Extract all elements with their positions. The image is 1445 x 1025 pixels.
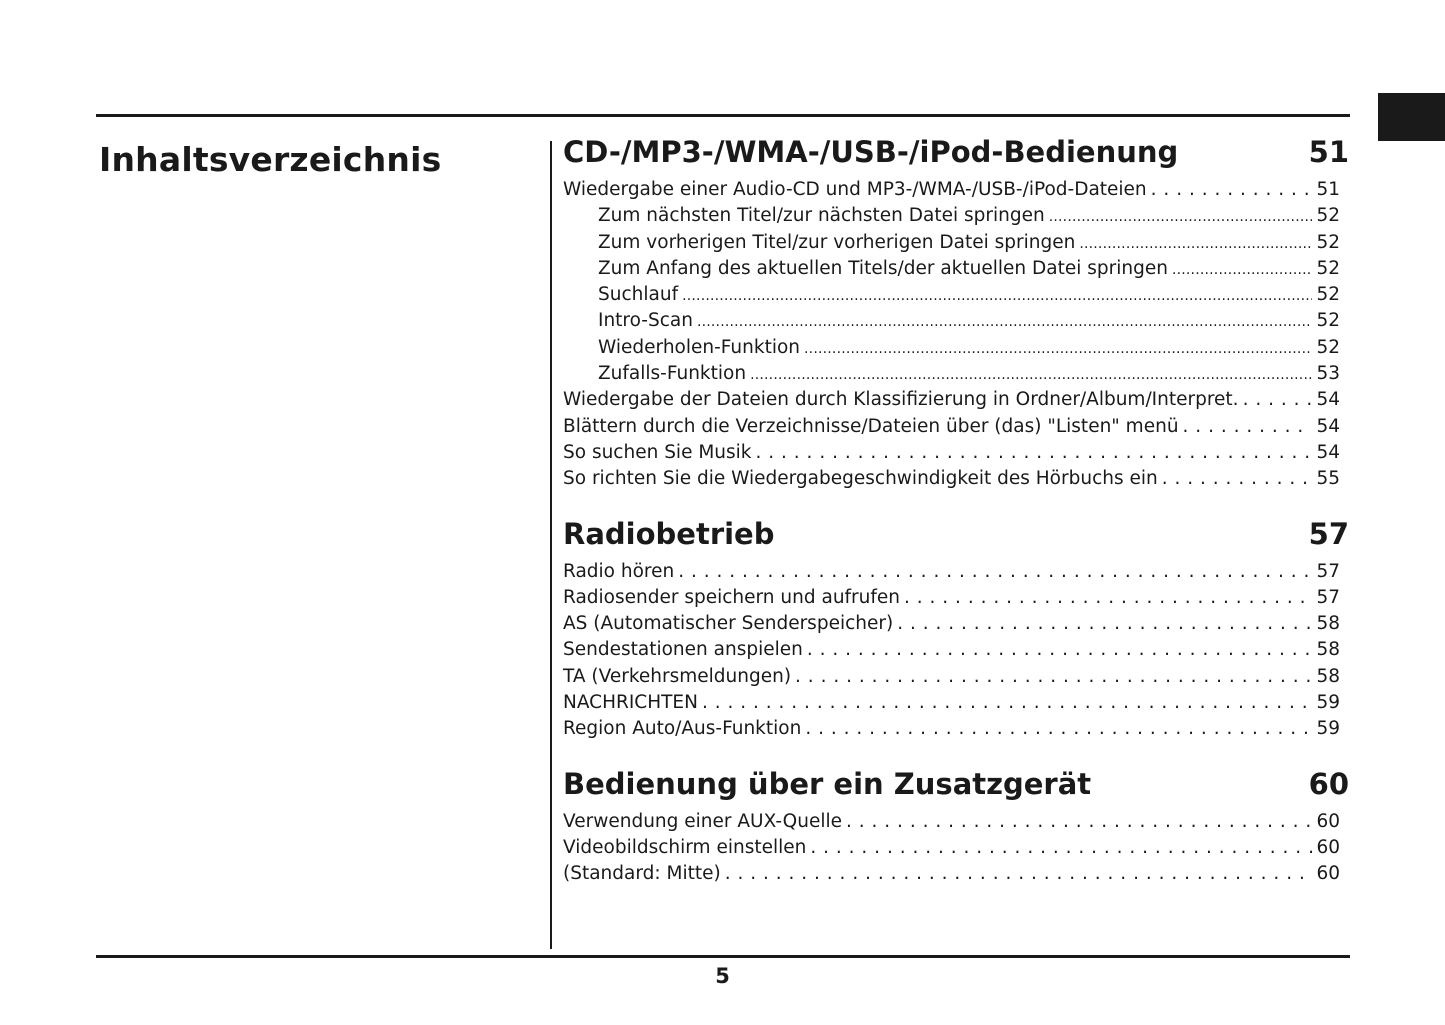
entry-label: Verwendung einer AUX-Quelle bbox=[563, 810, 843, 832]
dot-leader bbox=[897, 613, 1312, 634]
entry-page-number: 52 bbox=[1316, 284, 1340, 306]
dot-leader bbox=[807, 639, 1313, 660]
entry-label: Zum Anfang des aktuellen Titels/der aktuellen Datei springen bbox=[598, 257, 1168, 279]
entry-label: So suchen Sie Musik bbox=[563, 441, 752, 463]
dot-leader bbox=[1243, 389, 1313, 410]
entry-page-number: 58 bbox=[1316, 613, 1340, 635]
dot-leader bbox=[702, 692, 1312, 713]
dot-leader bbox=[750, 363, 1312, 384]
dot-leader bbox=[678, 561, 1312, 582]
entry-page-number: 60 bbox=[1316, 863, 1340, 885]
entry-list bbox=[563, 811, 1349, 890]
toc-entry[interactable] bbox=[563, 587, 1340, 613]
dot-leader bbox=[697, 310, 1313, 331]
entry-label: Wiedergabe einer Audio-CD und MP3-/WMA-/USB-/iPod-Dateien bbox=[563, 179, 1147, 200]
entry-page-number: 54 bbox=[1316, 415, 1340, 437]
entry-page-number: 59 bbox=[1316, 718, 1340, 740]
dot-leader bbox=[846, 811, 1312, 832]
entry-label: Videobildschirm einstellen bbox=[563, 836, 807, 858]
entry-list bbox=[563, 179, 1349, 495]
section-title: CD-/MP3-/WMA-/USB-/iPod-Bedienung bbox=[563, 135, 1179, 169]
entry-page-number: 59 bbox=[1316, 692, 1340, 714]
toc-entry[interactable] bbox=[563, 363, 1340, 389]
dot-leader bbox=[1172, 258, 1313, 279]
entry-label: Wiederholen-Funktion bbox=[598, 336, 801, 358]
section-title: Bedienung über ein Zusatzgerät bbox=[563, 766, 1092, 801]
toc-entry[interactable] bbox=[563, 416, 1340, 442]
entry-page-number: 52 bbox=[1316, 257, 1340, 279]
toc-entry[interactable] bbox=[563, 310, 1340, 336]
toc-entry[interactable] bbox=[563, 666, 1340, 692]
toc-entry[interactable] bbox=[563, 692, 1340, 718]
table-of-contents bbox=[563, 135, 1349, 912]
column-divider bbox=[550, 141, 552, 949]
entry-page-number: 54 bbox=[1316, 389, 1340, 411]
entry-page-number: 52 bbox=[1316, 231, 1340, 253]
entry-label: Zufalls-Funktion bbox=[598, 363, 747, 385]
entry-label: NACHRICHTEN bbox=[563, 692, 698, 714]
entry-page-number: 52 bbox=[1316, 310, 1340, 332]
toc-section bbox=[563, 767, 1349, 890]
entry-page-number: 52 bbox=[1316, 205, 1340, 227]
dot-leader bbox=[1151, 179, 1313, 200]
entry-label: Blättern durch die Verzeichnisse/Dateien über (das) "Listen" menü bbox=[563, 415, 1179, 437]
top-rule bbox=[96, 114, 1350, 117]
entry-label: (Standard: Mitte) bbox=[563, 863, 721, 885]
entry-label: Zum nächsten Titel/zur nächsten Datei springen bbox=[598, 205, 1045, 227]
entry-label: Suchlauf bbox=[598, 284, 679, 306]
entry-label: So richten Sie die Wiedergabegeschwindigkeit des Hörbuchs ein bbox=[563, 468, 1158, 490]
entry-page-number: 60 bbox=[1316, 836, 1340, 858]
section-page-number: 51 bbox=[1308, 135, 1349, 169]
dot-leader bbox=[725, 863, 1313, 884]
entry-page-number: 54 bbox=[1316, 441, 1340, 463]
toc-entry[interactable] bbox=[563, 837, 1340, 863]
page-number: 5 bbox=[715, 964, 730, 988]
toc-entry[interactable] bbox=[563, 205, 1340, 231]
entry-page-number: 60 bbox=[1316, 810, 1340, 832]
dot-leader bbox=[810, 837, 1312, 858]
section-page-number: 57 bbox=[1308, 516, 1349, 551]
entry-page-number: 52 bbox=[1316, 336, 1340, 358]
toc-entry[interactable] bbox=[563, 613, 1340, 639]
dot-leader bbox=[682, 284, 1312, 305]
entry-page-number: 58 bbox=[1316, 639, 1340, 661]
chapter-tab-marker bbox=[1378, 93, 1445, 141]
section-header[interactable] bbox=[563, 767, 1349, 807]
toc-entry[interactable] bbox=[563, 179, 1340, 205]
toc-entry[interactable] bbox=[563, 284, 1340, 310]
toc-entry[interactable] bbox=[563, 232, 1340, 258]
toc-entry[interactable] bbox=[563, 561, 1340, 587]
entry-label: Zum vorherigen Titel/zur vorherigen Datei springen bbox=[598, 231, 1076, 253]
page-title: Inhaltsverzeichnis bbox=[99, 140, 442, 179]
entry-label: Sendestationen anspielen bbox=[563, 639, 803, 661]
dot-leader bbox=[795, 666, 1312, 687]
bottom-rule bbox=[96, 955, 1350, 958]
toc-entry[interactable] bbox=[563, 337, 1340, 363]
dot-leader bbox=[805, 718, 1312, 739]
entry-label: Intro-Scan bbox=[598, 310, 693, 332]
entry-page-number: 57 bbox=[1316, 560, 1340, 582]
entry-label: Radiosender speichern und aufrufen bbox=[563, 586, 901, 608]
dot-leader bbox=[1162, 468, 1313, 489]
entry-list bbox=[563, 561, 1349, 745]
entry-page-number: 51 bbox=[1316, 179, 1340, 200]
dot-leader bbox=[1049, 205, 1313, 226]
section-header[interactable] bbox=[563, 135, 1349, 175]
entry-page-number: 57 bbox=[1316, 586, 1340, 608]
dot-leader bbox=[1183, 416, 1313, 437]
toc-section bbox=[563, 517, 1349, 745]
toc-entry[interactable] bbox=[563, 442, 1340, 468]
toc-entry[interactable] bbox=[563, 389, 1340, 415]
section-title: Radiobetrieb bbox=[563, 516, 775, 551]
entry-label: TA (Verkehrsmeldungen) bbox=[563, 665, 792, 687]
section-page-number: 60 bbox=[1308, 766, 1349, 801]
dot-leader bbox=[904, 587, 1312, 608]
toc-entry[interactable] bbox=[563, 258, 1340, 284]
toc-entry[interactable] bbox=[563, 718, 1340, 744]
entry-page-number: 58 bbox=[1316, 665, 1340, 687]
toc-entry[interactable] bbox=[563, 639, 1340, 665]
toc-entry[interactable] bbox=[563, 468, 1340, 494]
dot-leader bbox=[804, 337, 1312, 358]
toc-section bbox=[563, 135, 1349, 495]
dot-leader bbox=[1079, 232, 1312, 253]
dot-leader bbox=[756, 442, 1313, 463]
toc-entry[interactable] bbox=[563, 863, 1340, 889]
entry-label: AS (Automatischer Senderspeicher) bbox=[563, 613, 894, 635]
entry-label: Radio hören bbox=[563, 560, 675, 582]
entry-label: Region Auto/Aus-Funktion bbox=[563, 718, 802, 740]
section-header[interactable] bbox=[563, 517, 1349, 557]
entry-label: Wiedergabe der Dateien durch Klassifizierung in Ordner/Album/Interpret. bbox=[563, 389, 1239, 411]
entry-page-number: 55 bbox=[1316, 468, 1340, 490]
toc-entry[interactable] bbox=[563, 811, 1340, 837]
entry-page-number: 53 bbox=[1316, 363, 1340, 385]
